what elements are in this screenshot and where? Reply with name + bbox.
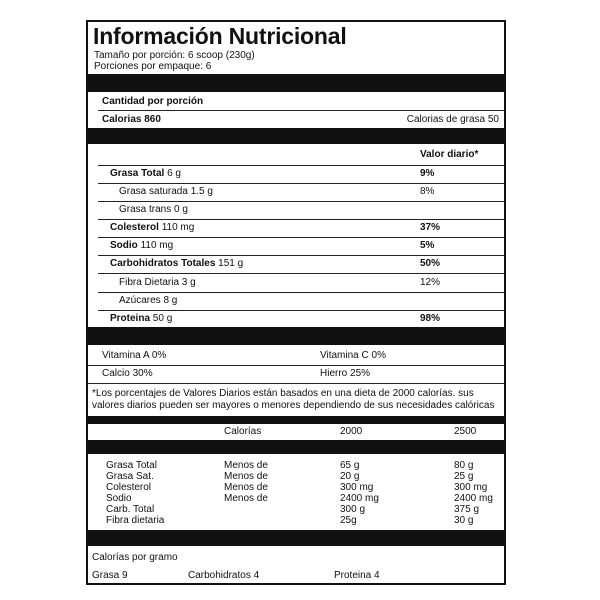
ref-value-2500: 375 g xyxy=(454,504,480,515)
ref-row-label: Fibra dietaria xyxy=(106,515,165,526)
nutrient-cholesterol: Colesterol 110 mg xyxy=(110,222,195,233)
ref-row-label: Carb. Total xyxy=(106,504,155,515)
daily-value-header: Valor diario* xyxy=(420,149,479,160)
calories: Calorias 860 xyxy=(102,114,161,125)
nutrient-fiber: Fibra Dietaria 3 g xyxy=(119,277,196,288)
ref-row-2500-col xyxy=(454,460,493,526)
thick-divider xyxy=(88,440,504,454)
divider xyxy=(98,237,504,238)
nutrient-protein: Proteina 50 g xyxy=(110,313,173,324)
thick-divider xyxy=(88,327,504,345)
thick-divider xyxy=(88,530,504,546)
divider xyxy=(98,183,504,184)
divider xyxy=(98,110,504,111)
divider xyxy=(98,219,504,220)
ref-value-2000: 300 g xyxy=(340,504,366,515)
nutrient-trans-fat: Grasa trans 0 g xyxy=(119,204,188,215)
divider xyxy=(98,273,504,274)
nutrient-sugars: Azúcares 8 g xyxy=(119,295,178,306)
vitamin-a: Vitamina A 0% xyxy=(102,350,167,361)
nutrient-sodium: Sodio 110 mg xyxy=(110,240,174,251)
calories-per-gram-label: Calorías por gramo xyxy=(92,552,178,563)
ref-value-2500: 80 g xyxy=(454,460,474,471)
ref-row-label-col xyxy=(106,460,164,526)
ref-row-label: Colesterol xyxy=(106,482,152,493)
thick-divider xyxy=(88,74,504,92)
footnote-line-2: valores diarios pueden ser mayores o menores dependiendo de sus necesidades calóricas xyxy=(92,400,495,411)
nutrient-carbohydrates: Carbohidratos Totales 151 g xyxy=(110,258,244,269)
ref-row-qualifier xyxy=(224,504,268,515)
dv-carbohydrates: 50% xyxy=(420,258,441,269)
ref-value-2000: 20 g xyxy=(340,471,360,482)
dv-protein: 98% xyxy=(420,313,441,324)
vitamin-c: Vitamina C 0% xyxy=(320,350,386,361)
divider xyxy=(98,255,504,256)
ref-value-2000: 2400 mg xyxy=(340,493,379,504)
col-2000-header: 2000 xyxy=(340,426,363,437)
calcium: Calcio 30% xyxy=(102,368,153,379)
ref-value-2500: 2400 mg xyxy=(454,493,493,504)
ref-row-label: Grasa Sat. xyxy=(106,471,154,482)
protein-calories-per-gram: Proteina 4 xyxy=(334,570,380,581)
divider xyxy=(98,165,504,166)
nutrition-facts-label xyxy=(86,20,506,585)
ref-row-label: Sodio xyxy=(106,493,132,504)
divider xyxy=(98,310,504,311)
ref-row-label: Grasa Total xyxy=(106,460,157,471)
label-title: Información Nutricional xyxy=(93,23,347,49)
carb-calories-per-gram: Carbohidratos 4 xyxy=(188,570,260,581)
dv-total-fat: 9% xyxy=(420,168,435,179)
ref-value-2000: 300 mg xyxy=(340,482,374,493)
serving-size: Tamaño por porción: 6 scoop (230g) xyxy=(94,50,255,61)
thick-divider xyxy=(88,128,504,144)
nutrient-saturated-fat: Grasa saturada 1.5 g xyxy=(119,186,213,197)
iron: Hierro 25% xyxy=(320,368,371,379)
col-2500-header: 2500 xyxy=(454,426,477,437)
ref-row-qualifier: Menos de xyxy=(224,493,268,504)
divider xyxy=(88,383,504,384)
ref-row-qualifier: Menos de xyxy=(224,460,268,471)
thick-divider xyxy=(88,416,504,424)
nutrient-total-fat: Grasa Total 6 g xyxy=(110,168,181,179)
amount-per-serving: Cantidad por porción xyxy=(102,96,204,107)
divider xyxy=(98,292,504,293)
dv-cholesterol: 37% xyxy=(420,222,441,233)
calories-col-header: Calorías xyxy=(224,426,262,437)
ref-row-qualifier-col xyxy=(224,460,268,526)
fat-calories-per-gram: Grasa 9 xyxy=(92,570,128,581)
ref-row-qualifier xyxy=(224,515,268,526)
calories-from-fat: Calorias de grasa 50 xyxy=(406,114,499,125)
divider xyxy=(98,201,504,202)
divider xyxy=(88,365,504,366)
ref-value-2000: 25g xyxy=(340,515,357,526)
servings-per-container: Porciones por empaque: 6 xyxy=(94,61,212,72)
dv-fiber: 12% xyxy=(420,277,441,288)
ref-row-qualifier: Menos de xyxy=(224,482,268,493)
footnote-line-1: *Los porcentajes de Valores Diarios están basados en una dieta de 2000 calorías. sus xyxy=(92,388,474,399)
dv-sodium: 5% xyxy=(420,240,435,251)
ref-value-2500: 25 g xyxy=(454,471,474,482)
ref-row-2000-col xyxy=(340,460,379,526)
ref-value-2500: 30 g xyxy=(454,515,474,526)
ref-row-qualifier: Menos de xyxy=(224,471,268,482)
ref-value-2000: 65 g xyxy=(340,460,360,471)
ref-value-2500: 300 mg xyxy=(454,482,488,493)
dv-saturated-fat: 8% xyxy=(420,186,435,197)
